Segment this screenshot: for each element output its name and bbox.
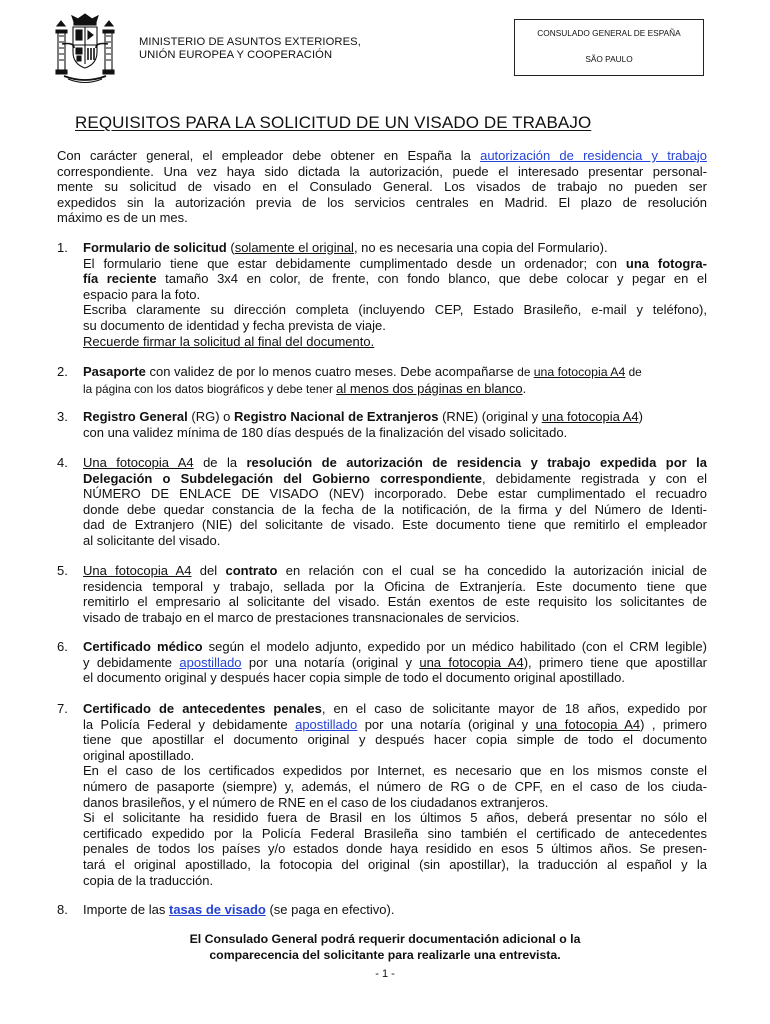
item-text: NÚMERO DE ENLACE DE VISADO (NEV) incorporado. Debe estar cumplimentado el recuadro: [83, 486, 707, 502]
item-number: 2.: [57, 364, 68, 379]
item-emphasis: Una fotocopia A4: [83, 563, 192, 578]
intro-paragraph: [57, 148, 707, 226]
item-emphasis: Una fotocopia A4: [83, 455, 194, 470]
item-emphasis: solamente el original: [234, 240, 354, 255]
item-emphasis: al menos dos páginas en blanco: [336, 380, 523, 396]
item-text: danos brasileños, y el número de RNE en el caso de los ciudadanos extranjeros.: [83, 794, 549, 810]
item-number: 6.: [57, 639, 68, 654]
visa-fees-link[interactable]: tasas de visado: [169, 902, 266, 917]
item-text: residencia temporal y trabajo, sellada por la Oficina de Extranjería. Este documento tiene que: [83, 578, 707, 594]
consulate-line-1: CONSULADO GENERAL DE ESPAÑA: [537, 28, 681, 38]
intro-line: máximo es de un mes.: [57, 210, 188, 226]
item-emphasis: una fotocopia A4: [419, 654, 524, 670]
ministry-line-1: MINISTERIO DE ASUNTOS EXTERIORES,: [139, 36, 361, 48]
item-text: su documento de identidad y fecha prevista de viaje.: [83, 317, 386, 333]
item-heading: resolución de autorización de residencia y trabajo expedida por la: [246, 455, 707, 470]
item-emphasis: una fotocopia A4: [541, 409, 639, 424]
item-text: con una validez mínima de 180 días después de la finalización del visado solicitado.: [83, 424, 568, 440]
consulate-box: [514, 19, 704, 76]
item-text: donde debe quedar constancia de la fecha de la notificación, de la firma y del Número de Identi-: [83, 501, 707, 517]
item-text: copia de la traducción.: [83, 872, 214, 888]
item-text: Escriba claramente su dirección completa (incluyendo CEP, Estado Brasileño, e-mail y teléfono),: [83, 302, 707, 318]
residence-work-authorization-link[interactable]: autorización de residencia y trabajo: [480, 148, 707, 163]
item-text: , en el caso de solicitante mayor de 18 años, expedido por: [321, 701, 707, 716]
item-number: 1.: [57, 240, 68, 255]
item-text: dad de Extranjero (NIE) del solicitante de visado. Este documento tiene que remitirlo el empleador: [83, 517, 707, 533]
item-text: tiene que apostillar el documento original y después hacer copia simple de todo el documento: [83, 732, 707, 748]
item-text: remitirlo el empresario al solicitante del visado. Están exentos de este requisito los solicitantes de: [83, 594, 707, 610]
ministry-line-2: UNIÓN EUROPEA Y COOPERACIÓN: [139, 49, 333, 61]
item-text: (RG) o: [187, 409, 234, 424]
item-text: la página con los datos biográficos y debe tener: [83, 381, 337, 396]
item-text: tamaño 3x4 en color, de frente, con fondo blanco, que debe colocar y pegar en el: [156, 271, 707, 287]
item-text: original apostillado.: [83, 747, 195, 763]
item-text: de la: [193, 455, 247, 470]
item-emphasis: una fotogra-: [625, 255, 707, 271]
item-text: (: [226, 240, 235, 255]
spain-coat-of-arms-icon: [54, 12, 116, 84]
intro-text: Con carácter general, el empleador debe obtener en España la: [57, 148, 481, 163]
apostille-link[interactable]: apostillado: [295, 716, 358, 732]
item-number: 5.: [57, 563, 68, 578]
item-text: ): [638, 409, 643, 424]
item-text: certificado expedido por la Policía Federal Brasileña sino también el certificado de antecedentes: [83, 825, 707, 841]
page-number: - 1 -: [375, 968, 395, 980]
item-text: con validez de por lo menos cuatro meses. Debe acompañarse: [145, 364, 518, 379]
item-heading: Registro General: [83, 409, 188, 424]
item-text: y debidamente: [83, 654, 180, 670]
item-text: según el modelo adjunto, expedido por un médico habilitado (con el CRM legible): [202, 639, 707, 654]
apostille-link[interactable]: apostillado: [179, 654, 242, 670]
item-text: espacio para la foto.: [83, 286, 201, 302]
signature-reminder: Recuerde firmar la solicitud al final del documento.: [83, 333, 375, 349]
item-text: penales de todos los países y/o estados donde haya residido en esos 5 últimos años. Se presen-: [83, 841, 707, 857]
item-text: (RNE) (original y: [438, 409, 542, 424]
item-text: de: [625, 365, 642, 379]
item-heading: Registro Nacional de Extranjeros: [234, 409, 439, 424]
item-text: ) , primero: [640, 716, 707, 732]
item-number: 7.: [57, 701, 68, 716]
item-text: por una notaría (original y: [357, 716, 536, 732]
item-text: el documento original y después hacer copia simple de todo el documento original apostillado.: [83, 670, 626, 686]
item-heading: Certificado de antecedentes penales: [83, 701, 322, 716]
item-text: de: [517, 365, 534, 379]
item-heading: Formulario de solicitud: [83, 240, 227, 255]
item-emphasis: una fotocopia A4: [535, 716, 641, 732]
item-emphasis: fía reciente: [83, 271, 157, 287]
item-text: , debidamente registrada y con el: [482, 470, 707, 486]
item-text: El formulario tiene que estar debidamente cumplimentado desde un ordenador; con: [83, 255, 626, 271]
intro-line: correspondiente. Una vez haya sido dictada la autorización, puede el interesado presentar personal-: [57, 163, 707, 179]
footer-line-2: comparecencia del solicitante para realizarle una entrevista.: [209, 947, 561, 962]
item-text: visado de trabajo en el marco de prestaciones transnacionales de servicios.: [83, 609, 520, 625]
item-text: tará el original apostillado, la fotocopia del original (sin apostillar), la traducción al español y la: [83, 856, 707, 872]
item-text: , no es necesaria una copia del Formulario).: [353, 240, 608, 255]
item-number: 8.: [57, 902, 68, 917]
intro-line: mente su solicitud de visado en el Consulado General. Los visados de trabajo no pueden ser: [57, 179, 707, 195]
intro-line: expedidos sin la autorización previa de los servicios centrales en Madrid. El plazo de resolución: [57, 194, 707, 210]
item-heading: Delegación o Subdelegación del Gobierno correspondiente: [83, 470, 482, 486]
item-text: .: [522, 380, 527, 396]
item-number: 4.: [57, 455, 68, 470]
item-text: del: [191, 563, 226, 578]
item-text: en relación con el cual se ha concedido la autorización inicial de: [277, 563, 707, 578]
item-text: Importe de las: [83, 902, 169, 917]
item-heading: Certificado médico: [83, 639, 203, 654]
item-emphasis: una fotocopia A4: [533, 365, 626, 379]
footer-note: [0, 932, 770, 963]
ministry-name: [139, 36, 361, 62]
item-text: al solicitante del visado.: [83, 532, 221, 548]
document-title: REQUISITOS PARA LA SOLICITUD DE UN VISADO DE TRABAJO: [75, 113, 592, 132]
item-heading: contrato: [225, 563, 278, 578]
item-text: (se paga en efectivo).: [265, 902, 395, 917]
item-text: En el caso de los certificados expedidos por Internet, es necesario que en los mismos conste el: [83, 763, 707, 779]
consulate-line-2: SÃO PAULO: [585, 54, 633, 64]
item-text: la Policía Federal y debidamente: [83, 716, 296, 732]
item-text: número de pasaporte (siempre) y, además, el número de RG o de CPF, en el caso de los ciuda-: [83, 778, 707, 794]
item-heading: Pasaporte: [83, 364, 146, 379]
item-text: Si el solicitante ha residido fuera de Brasil en los últimos 5 años, deberá presentar no sólo el: [83, 810, 707, 826]
item-text: por una notaría (original y: [241, 654, 420, 670]
item-number: 3.: [57, 409, 68, 424]
item-text: ), primero tiene que apostillar: [523, 654, 708, 670]
footer-line-1: El Consulado General podrá requerir documentación adicional o la: [189, 932, 581, 946]
